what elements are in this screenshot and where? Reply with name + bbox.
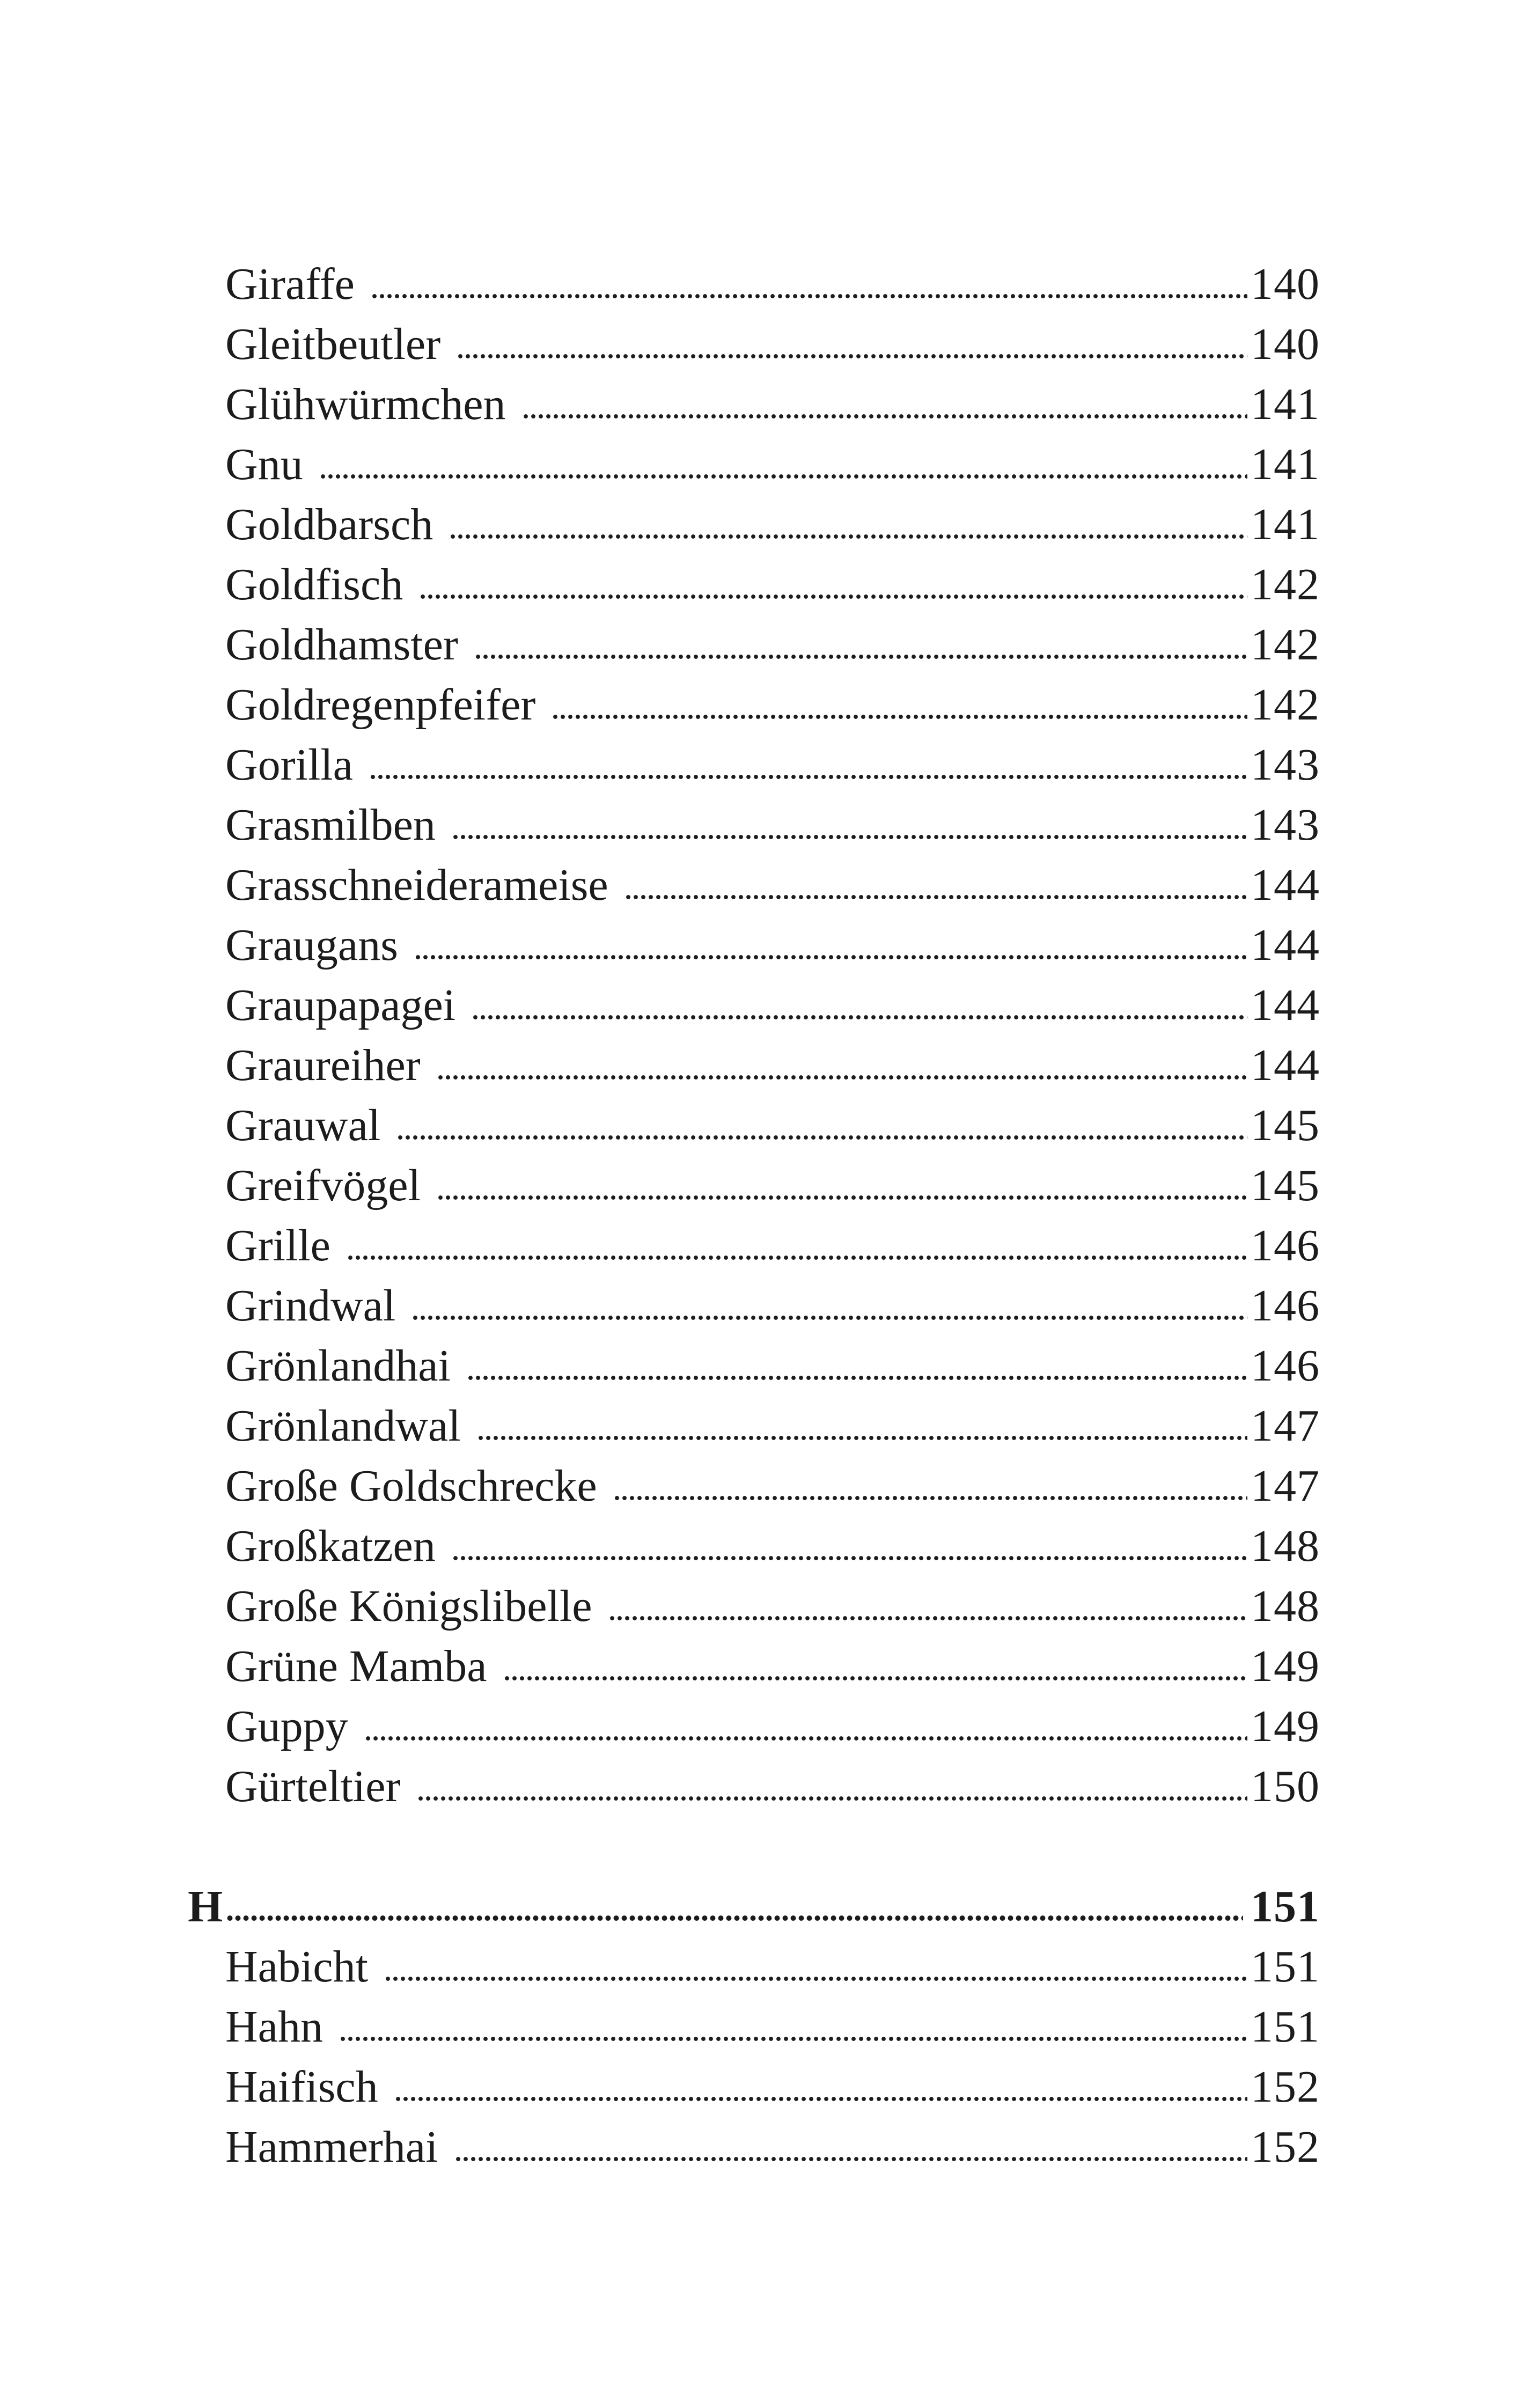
entry-label: Greifvögel — [225, 1161, 421, 1210]
entry-page-number: 152 — [1251, 2122, 1320, 2172]
index-entry-grasschneiderameise — [225, 855, 1320, 915]
dot-leader — [347, 1255, 1247, 1260]
entry-page-number: 146 — [1251, 1341, 1320, 1391]
entry-page-number: 142 — [1251, 680, 1320, 730]
entry-label: Grauwal — [225, 1100, 381, 1150]
dot-leader — [419, 594, 1247, 599]
dot-leader — [339, 2036, 1247, 2042]
entry-label: Grüne Mamba — [225, 1641, 487, 1691]
dot-leader — [369, 774, 1247, 780]
dot-leader — [503, 1676, 1247, 1681]
dot-leader — [417, 1796, 1247, 1801]
index-entry-grosse-goldschrecke — [225, 1456, 1320, 1516]
entry-page-number: 144 — [1251, 980, 1320, 1030]
entry-page-number: 152 — [1251, 2062, 1320, 2112]
entry-label: Goldregenpfeifer — [225, 680, 536, 730]
dot-leader — [414, 955, 1247, 960]
entry-page-number: 149 — [1251, 1701, 1320, 1751]
section-page-number: 151 — [1251, 1882, 1320, 1932]
entry-page-number: 145 — [1251, 1161, 1320, 1210]
index-list — [188, 254, 1320, 2177]
entry-page-number: 141 — [1251, 500, 1320, 549]
entry-label: Graureiher — [225, 1040, 421, 1090]
index-entry-guerteltier — [225, 1757, 1320, 1817]
index-entry-graugans — [225, 915, 1320, 975]
index-entry-goldbarsch — [225, 495, 1320, 555]
entry-label: Guppy — [225, 1701, 348, 1751]
index-entry-greifvoegel — [225, 1156, 1320, 1216]
entry-label: Grasmilben — [225, 800, 436, 850]
entry-page-number: 142 — [1251, 560, 1320, 610]
section-spacer — [225, 1817, 1320, 1877]
entry-page-number: 140 — [1251, 259, 1320, 309]
entry-page-number: 147 — [1251, 1461, 1320, 1511]
entry-label: Grönlandhai — [225, 1341, 451, 1391]
entry-label: Hammerhai — [225, 2122, 438, 2172]
dot-leader — [364, 1736, 1247, 1741]
index-entry-haifisch — [225, 2057, 1320, 2117]
entry-label: Grindwal — [225, 1281, 396, 1331]
index-entry-guppy — [225, 1697, 1320, 1757]
index-entry-goldhamster — [225, 615, 1320, 675]
entry-page-number: 143 — [1251, 740, 1320, 790]
index-entry-graupapagei — [225, 975, 1320, 1036]
dot-leader — [449, 534, 1247, 539]
index-entry-gnu — [225, 435, 1320, 495]
entry-page-number: 151 — [1251, 1942, 1320, 1992]
entry-label: Habicht — [225, 1942, 368, 1992]
dot-leader — [437, 1075, 1247, 1080]
index-entry-grasmilben — [225, 795, 1320, 855]
index-entry-gorilla — [225, 735, 1320, 795]
dot-leader — [472, 1015, 1247, 1020]
entry-page-number: 144 — [1251, 860, 1320, 910]
index-entry-groenlandwal — [225, 1396, 1320, 1456]
entry-label: Großkatzen — [225, 1521, 436, 1571]
entry-page-number: 140 — [1251, 319, 1320, 369]
dot-leader — [457, 354, 1247, 359]
entry-page-number: 146 — [1251, 1221, 1320, 1271]
entry-page-number: 147 — [1251, 1401, 1320, 1451]
entry-label: Gleitbeutler — [225, 319, 441, 369]
dot-leader — [477, 1435, 1247, 1441]
index-entry-groenlandhai — [225, 1336, 1320, 1396]
dot-leader — [394, 2096, 1247, 2102]
index-entry-grauwal — [225, 1096, 1320, 1156]
dot-leader — [467, 1375, 1247, 1381]
entry-label: Haifisch — [225, 2062, 378, 2112]
index-entry-grosse-koenigslibelle — [225, 1576, 1320, 1636]
index-entry-giraffe — [225, 254, 1320, 314]
entry-label: Glühwürmchen — [225, 379, 506, 429]
entry-page-number: 151 — [1251, 2002, 1320, 2052]
entry-page-number: 142 — [1251, 620, 1320, 670]
dot-leader — [552, 714, 1247, 720]
entry-label: Große Goldschrecke — [225, 1461, 597, 1511]
entry-page-number: 148 — [1251, 1521, 1320, 1571]
entry-label: Gürteltier — [225, 1761, 401, 1811]
dot-leader — [412, 1315, 1247, 1320]
entry-page-number: 149 — [1251, 1641, 1320, 1691]
dot-leader — [396, 1135, 1247, 1140]
index-entry-goldfisch — [225, 555, 1320, 615]
section-letter: H — [188, 1882, 223, 1932]
entry-label: Giraffe — [225, 259, 355, 309]
index-entry-goldregenpfeifer — [225, 675, 1320, 735]
dot-leader — [613, 1495, 1247, 1501]
index-entry-grosskatzen — [225, 1516, 1320, 1576]
entry-page-number: 145 — [1251, 1100, 1320, 1150]
entry-label: Grasschneiderameise — [225, 860, 608, 910]
dot-leader — [226, 1915, 1243, 1921]
index-entry-gleitbeutler — [225, 314, 1320, 375]
entry-page-number: 144 — [1251, 920, 1320, 970]
entry-label: Goldbarsch — [225, 500, 433, 549]
entry-page-number: 141 — [1251, 439, 1320, 489]
entry-page-number: 144 — [1251, 1040, 1320, 1090]
entry-page-number: 146 — [1251, 1281, 1320, 1331]
dot-leader — [452, 1555, 1247, 1561]
entry-page-number: 150 — [1251, 1761, 1320, 1811]
index-entry-habicht — [225, 1937, 1320, 1997]
entry-label: Goldhamster — [225, 620, 458, 670]
index-entry-grindwal — [225, 1276, 1320, 1336]
entry-page-number: 143 — [1251, 800, 1320, 850]
entry-label: Hahn — [225, 2002, 323, 2052]
entry-label: Graugans — [225, 920, 398, 970]
entry-page-number: 148 — [1251, 1581, 1320, 1631]
entry-label: Graupapagei — [225, 980, 456, 1030]
entry-label: Grönlandwal — [225, 1401, 461, 1451]
entry-label: Grille — [225, 1221, 330, 1271]
entry-label: Große Königslibelle — [225, 1581, 592, 1631]
index-entry-gluehwuermchen — [225, 375, 1320, 435]
index-entry-hammerhai — [225, 2117, 1320, 2177]
entry-page-number: 141 — [1251, 379, 1320, 429]
index-entry-graureiher — [225, 1036, 1320, 1096]
index-entry-grille — [225, 1216, 1320, 1276]
entry-label: Goldfisch — [225, 560, 403, 610]
dot-leader — [522, 414, 1247, 419]
section-heading-h — [188, 1877, 1320, 1937]
index-entry-hahn — [225, 1997, 1320, 2057]
dot-leader — [454, 2156, 1248, 2162]
index-entry-gruene-mamba — [225, 1636, 1320, 1697]
dot-leader — [452, 834, 1247, 840]
dot-leader — [319, 474, 1247, 479]
dot-leader — [608, 1616, 1247, 1621]
dot-leader — [474, 654, 1247, 659]
dot-leader — [384, 1976, 1247, 1981]
entry-label: Gorilla — [225, 740, 353, 790]
dot-leader — [371, 293, 1247, 299]
entry-label: Gnu — [225, 439, 303, 489]
dot-leader — [437, 1195, 1247, 1200]
dot-leader — [624, 894, 1247, 900]
